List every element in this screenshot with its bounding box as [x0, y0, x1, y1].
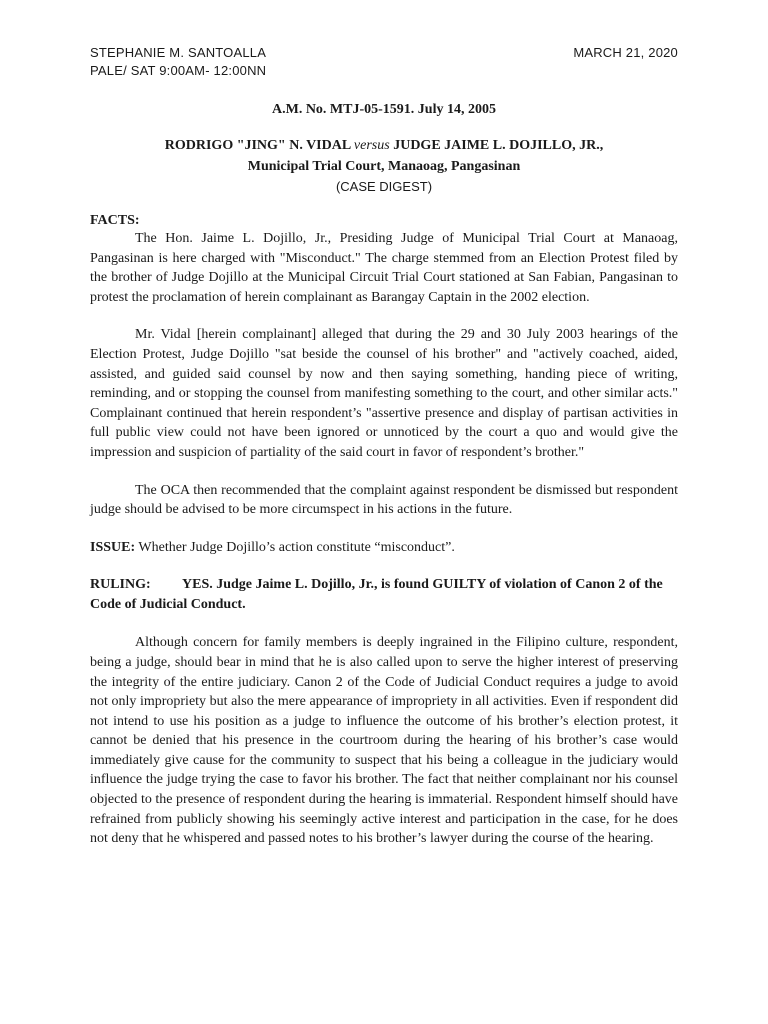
author-name: STEPHANIE M. SANTOALLA [90, 45, 267, 60]
class-schedule: PALE/ SAT 9:00AM- 12:00NN [90, 63, 267, 78]
respondent-name: JUDGE JAIME L. DOJILLO, JR., [393, 138, 604, 153]
case-title [90, 135, 678, 177]
facts-paragraph-1: The Hon. Jaime L. Dojillo, Jr., Presiding Judge of Municipal Trial Court at Manaoag, Pangasinan is here charged with "Misconduct." The charge stemmed from an Election Protest filed by the brother of Judge Dojillo at the Municipal Circuit Trial Court stationed at San Fabian, Pangasinan to protest the proclamation of herein complainant as Barangay Captain in the 2002 election. [90, 231, 678, 305]
issue-label: ISSUE: [90, 539, 136, 555]
facts-paragraph-2: Mr. Vidal [herein complainant] alleged that during the 29 and 30 July 2003 hearings of the Election Protest, Judge Dojillo "sat beside the counsel of his brother" and "actively coached, aided, assisted, and guided said counsel by now and then saying something, handing piece of writing, reminding, and or stopping the counsel from manifesting something to the court, and other similar acts." Complainant continued that herein respondent’s "assertive presence and display of partisan activities in full public view could not have been ignored or unnoticed by the court a quo and would give the impression and suspicion of partiality of the said court in favor of respondent’s brother." [90, 327, 678, 460]
complainant-name: RODRIGO "JING" N. VIDAL [164, 138, 351, 153]
issue-text: Whether Judge Dojillo’s action constitute “misconduct”. [135, 539, 455, 555]
versus-label: versus [353, 138, 390, 153]
ruling-paragraph: Although concern for family members is deeply ingrained in the Filipino culture, respondent, being a judge, should bear in mind that he is also called upon to serve the higher interest of preserving the integrity of the entire judiciary. Canon 2 of the Code of Judicial Conduct requires a judge to avoid not only impropriety but also the mere appearance of impropriety in all activities. Even if respondent did not intend to use his position as a judge to influence the outcome of his brother’s election protest, it cannot be denied that his presence in the courtroom during the hearing of his brother’s case would immediately give cause for the community to suspect that his being a colleague in the judiciary would influence the judge trying the case to favor his brother. The fact that neither complainant nor his counsel objected to the presence of respondent during the hearing is immaterial. Respondent himself should have refrained from publicly showing his seemingly active interest and participation in the case, for he does not deny that he whispered and passed notes to his brother’s lawyer during the course of the hearing. [90, 635, 678, 847]
court-name: Municipal Trial Court, Manaoag, Pangasinan [247, 159, 521, 174]
ruling-section [90, 575, 678, 615]
document-page [90, 44, 678, 849]
facts-paragraph-3: The OCA then recommended that the complaint against respondent be dismissed but respondent judge should be advised to be more circumspect in his actions in the future. [90, 482, 678, 518]
document-date: MARCH 21, 2020 [573, 45, 678, 60]
document-header [90, 44, 678, 80]
ruling-text: YES. Judge Jaime L. Dojillo, Jr., is found GUILTY of violation of Canon 2 of the Code of Judicial Conduct. [90, 577, 663, 613]
ruling-label: RULING: [90, 577, 151, 593]
facts-heading: FACTS: [90, 213, 140, 228]
case-type: (CASE DIGEST) [335, 179, 433, 194]
author-block [90, 44, 266, 80]
issue-section [90, 538, 678, 558]
case-number: A.M. No. MTJ-05-1591. July 14, 2005 [272, 102, 496, 117]
